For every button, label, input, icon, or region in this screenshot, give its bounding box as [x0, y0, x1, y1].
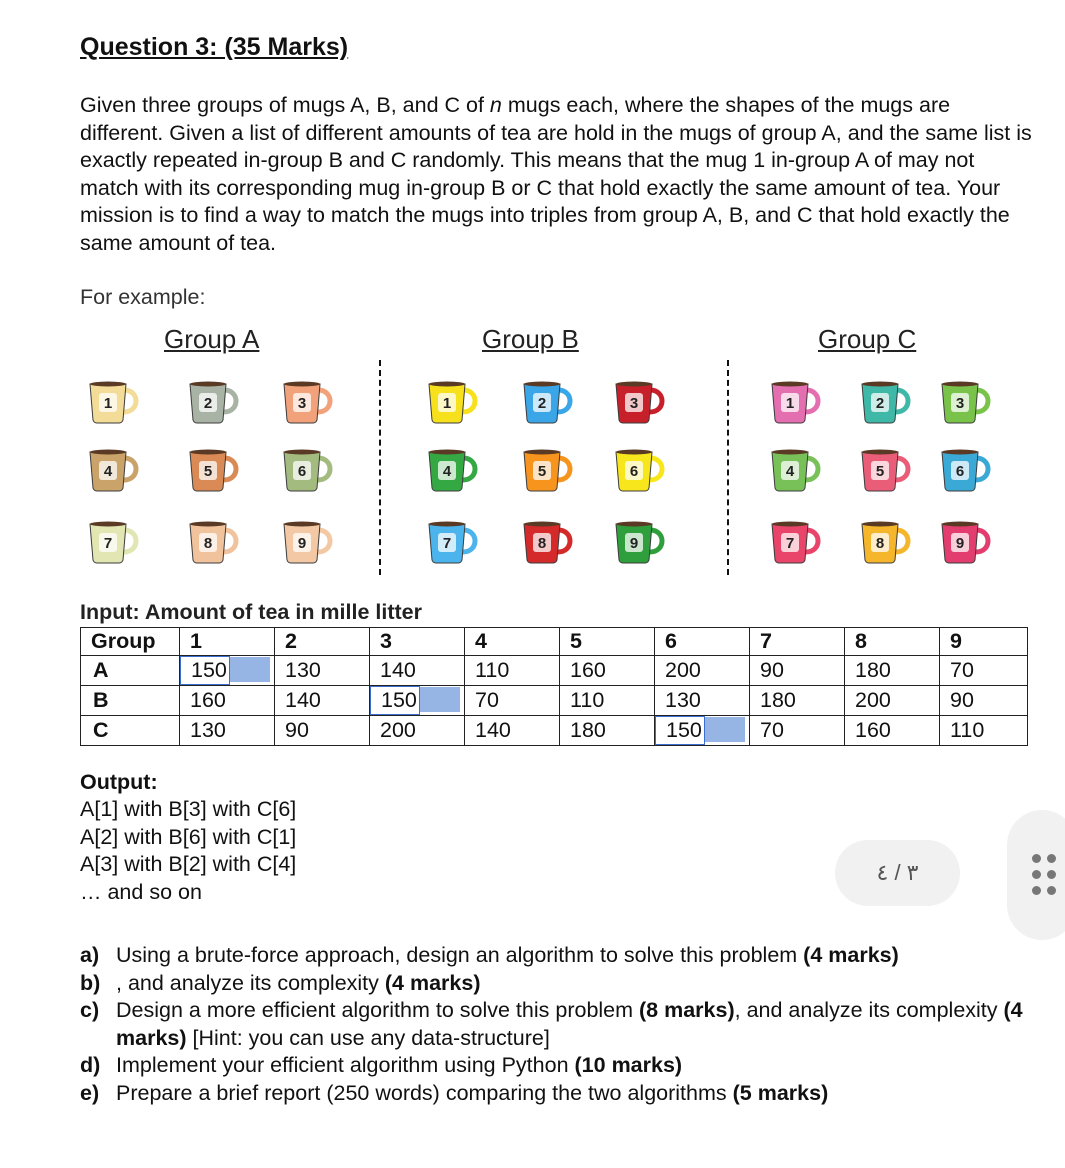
- mug-number: 3: [955, 395, 965, 412]
- highlight-fill: [705, 717, 745, 742]
- mug-number: 6: [297, 463, 307, 480]
- mug-number: 7: [785, 535, 795, 552]
- mug-number: 6: [955, 463, 965, 480]
- mug-number: 5: [537, 463, 547, 480]
- task-text: , and analyze its complexity: [734, 998, 1004, 1023]
- task-marks: (4 marks): [116, 998, 1023, 1050]
- value-cell: 180: [750, 686, 845, 716]
- example-label: For example:: [80, 285, 206, 309]
- mug-icon: [86, 378, 142, 426]
- highlighted-cell: [180, 656, 275, 686]
- task-marks: (4 marks): [384, 970, 481, 995]
- column-header: 2: [275, 628, 370, 656]
- dots-grid-icon: [1047, 886, 1056, 895]
- task-letter: a): [80, 943, 100, 967]
- output-line: A[1] with B[3] with C[6]: [80, 797, 297, 821]
- highlight-fill: [230, 657, 270, 682]
- intro-text-end: mugs each, where the shapes of the mugs are different. Given a list of different amounts of tea are hold in the mugs of group A, and the same list is exactly repeated in-group B and C randomly. This means that the mug 1 in-group A of may not match with its corresponding mug in-group B or C that hold exactly the same amount of tea. Your mission is to find a way to match the mugs into triples from group A, B, and C that hold exactly the same amount of tea.: [80, 93, 1032, 255]
- mug-number: 2: [537, 395, 547, 412]
- highlight-fill: [420, 687, 460, 712]
- group-a-label: Group A: [164, 324, 260, 354]
- mug-number: 3: [297, 395, 307, 412]
- value-cell: 90: [275, 716, 370, 746]
- task-marks: (4 marks): [803, 943, 899, 967]
- mug-icon: [186, 518, 242, 566]
- mug-icon: [520, 446, 576, 494]
- mug-number: 5: [875, 463, 885, 480]
- value-cell: 160: [560, 656, 655, 686]
- mug-number: 4: [103, 463, 113, 480]
- mug-icon: [520, 518, 576, 566]
- value-cell: 90: [940, 686, 1028, 716]
- group-divider: [379, 360, 381, 575]
- mug-icon: [938, 446, 994, 494]
- mug-icon: [858, 446, 914, 494]
- mug-icon: [768, 446, 824, 494]
- value-cell: 130: [180, 716, 275, 746]
- task-text: , and analyze its complexity: [116, 970, 385, 995]
- mug-icon: [612, 378, 668, 426]
- task-letter: b): [80, 970, 101, 995]
- value-cell: 140: [370, 656, 465, 686]
- value-cell: 180: [560, 716, 655, 746]
- value-cell: 70: [750, 716, 845, 746]
- value-cell: 90: [750, 656, 845, 686]
- mug-icon: [186, 378, 242, 426]
- group-cell: A: [81, 656, 180, 686]
- cell-value: 150: [370, 686, 420, 715]
- column-header: 4: [465, 628, 560, 656]
- mug-number: 7: [103, 535, 113, 552]
- mug-number: 4: [785, 463, 795, 480]
- value-cell: 130: [655, 686, 750, 716]
- mug-icon: [280, 446, 336, 494]
- mug-icon: [520, 378, 576, 426]
- task-marks: (8 marks): [639, 998, 735, 1023]
- page-indicator[interactable]: ٣ / ٤: [835, 840, 960, 906]
- mug-number: 8: [537, 535, 547, 552]
- mug-icon: [858, 518, 914, 566]
- mug-number: 4: [442, 463, 452, 480]
- mug-number: 2: [203, 395, 213, 412]
- mug-icon: [612, 518, 668, 566]
- output-line: A[2] with B[6] with C[1]: [80, 825, 297, 849]
- mug-icon: [280, 378, 336, 426]
- group-divider: [727, 360, 729, 575]
- mug-number: 1: [442, 395, 452, 412]
- value-cell: 200: [845, 686, 940, 716]
- table-row: [81, 656, 1028, 686]
- n-symbol: n: [489, 93, 502, 117]
- column-header: 5: [560, 628, 655, 656]
- mug-icon: [612, 446, 668, 494]
- column-header: 3: [370, 628, 465, 656]
- input-heading: Input: Amount of tea in mille litter: [80, 600, 422, 624]
- value-cell: 160: [180, 686, 275, 716]
- mug-icon: [425, 518, 481, 566]
- task-list: [80, 942, 1030, 1108]
- output-line: … and so on: [80, 880, 202, 904]
- column-header: 7: [750, 628, 845, 656]
- mug-icon: [858, 378, 914, 426]
- mug-number: 7: [442, 535, 452, 552]
- value-cell: 200: [655, 656, 750, 686]
- task-text: Using a brute-force approach, design an algorithm to solve this problem: [116, 943, 804, 967]
- value-cell: 110: [940, 716, 1028, 746]
- cell-value: 150: [655, 716, 705, 745]
- group-cell: B: [81, 686, 180, 716]
- mug-number: 6: [629, 463, 639, 480]
- column-header: 1: [180, 628, 275, 656]
- dots-grid-icon: [1047, 854, 1056, 863]
- task-letter: c): [80, 998, 100, 1023]
- value-cell: 130: [275, 656, 370, 686]
- highlighted-cell: [370, 686, 465, 716]
- mug-icon: [86, 446, 142, 494]
- mug-number: 9: [629, 535, 639, 552]
- table-row: [81, 686, 1028, 716]
- mug-number: 2: [875, 395, 885, 412]
- task-marks: (5 marks): [732, 1080, 829, 1105]
- dots-grid-icon: [1032, 854, 1041, 863]
- output-line: A[3] with B[2] with C[4]: [80, 852, 297, 876]
- mug-icon: [425, 378, 481, 426]
- group-b-label: Group B: [482, 324, 579, 354]
- mug-icon: [280, 518, 336, 566]
- value-cell: 70: [465, 686, 560, 716]
- task-letter: e): [80, 1080, 100, 1105]
- group-c-label: Group C: [818, 324, 917, 354]
- mug-icon: [938, 518, 994, 566]
- mug-number: 9: [955, 535, 965, 552]
- value-cell: 110: [560, 686, 655, 716]
- mug-icon: [425, 446, 481, 494]
- mug-icon: [768, 518, 824, 566]
- column-header: 9: [940, 628, 1028, 656]
- dots-grid-icon: [1032, 886, 1041, 895]
- group-cell: C: [81, 716, 180, 746]
- column-header: 6: [655, 628, 750, 656]
- table-row: [81, 716, 1028, 746]
- task-item: [80, 1080, 1030, 1108]
- value-cell: 70: [940, 656, 1028, 686]
- mug-number: 9: [297, 535, 307, 552]
- mug-number: 5: [203, 463, 213, 480]
- task-item: [80, 942, 1030, 970]
- value-cell: 200: [370, 716, 465, 746]
- dots-grid-icon: [1032, 870, 1041, 879]
- value-cell: 140: [275, 686, 370, 716]
- task-text: Prepare a brief report (250 words) comparing the two algorithms: [116, 1080, 733, 1105]
- task-text: Implement your efficient algorithm using Python: [116, 1053, 575, 1078]
- value-cell: 110: [465, 656, 560, 686]
- intro-text-start: Given three groups of mugs A, B, and C of: [80, 93, 490, 117]
- output-heading: Output:: [80, 770, 158, 794]
- mug-icon: [938, 378, 994, 426]
- question-intro: [80, 92, 1035, 258]
- mug-icon: [86, 518, 142, 566]
- column-header: 8: [845, 628, 940, 656]
- value-cell: 140: [465, 716, 560, 746]
- task-text: Design a more efficient algorithm to solve this problem: [116, 998, 640, 1023]
- task-item: [80, 997, 1030, 1052]
- value-cell: 160: [845, 716, 940, 746]
- task-item: [80, 970, 1030, 998]
- task-text: [Hint: you can use any data-structure]: [186, 1025, 550, 1050]
- mug-number: 1: [103, 395, 113, 412]
- task-letter: d): [80, 1053, 101, 1078]
- tea-amount-table: [80, 627, 1028, 746]
- mug-number: 1: [785, 395, 795, 412]
- dots-grid-icon: [1047, 870, 1056, 879]
- mug-number: 8: [203, 535, 213, 552]
- cell-value: 150: [180, 656, 230, 685]
- value-cell: 180: [845, 656, 940, 686]
- task-item: [80, 1052, 1030, 1080]
- task-marks: (10 marks): [574, 1053, 683, 1078]
- mug-icon: [186, 446, 242, 494]
- more-options-button[interactable]: [1007, 810, 1065, 940]
- table-header-row: [81, 628, 1028, 656]
- question-title: Question 3: (35 Marks): [80, 33, 349, 61]
- mug-number: 3: [629, 395, 639, 412]
- highlighted-cell: [655, 716, 750, 746]
- column-header: Group: [81, 628, 180, 656]
- mug-number: 8: [875, 535, 885, 552]
- mug-icon: [768, 378, 824, 426]
